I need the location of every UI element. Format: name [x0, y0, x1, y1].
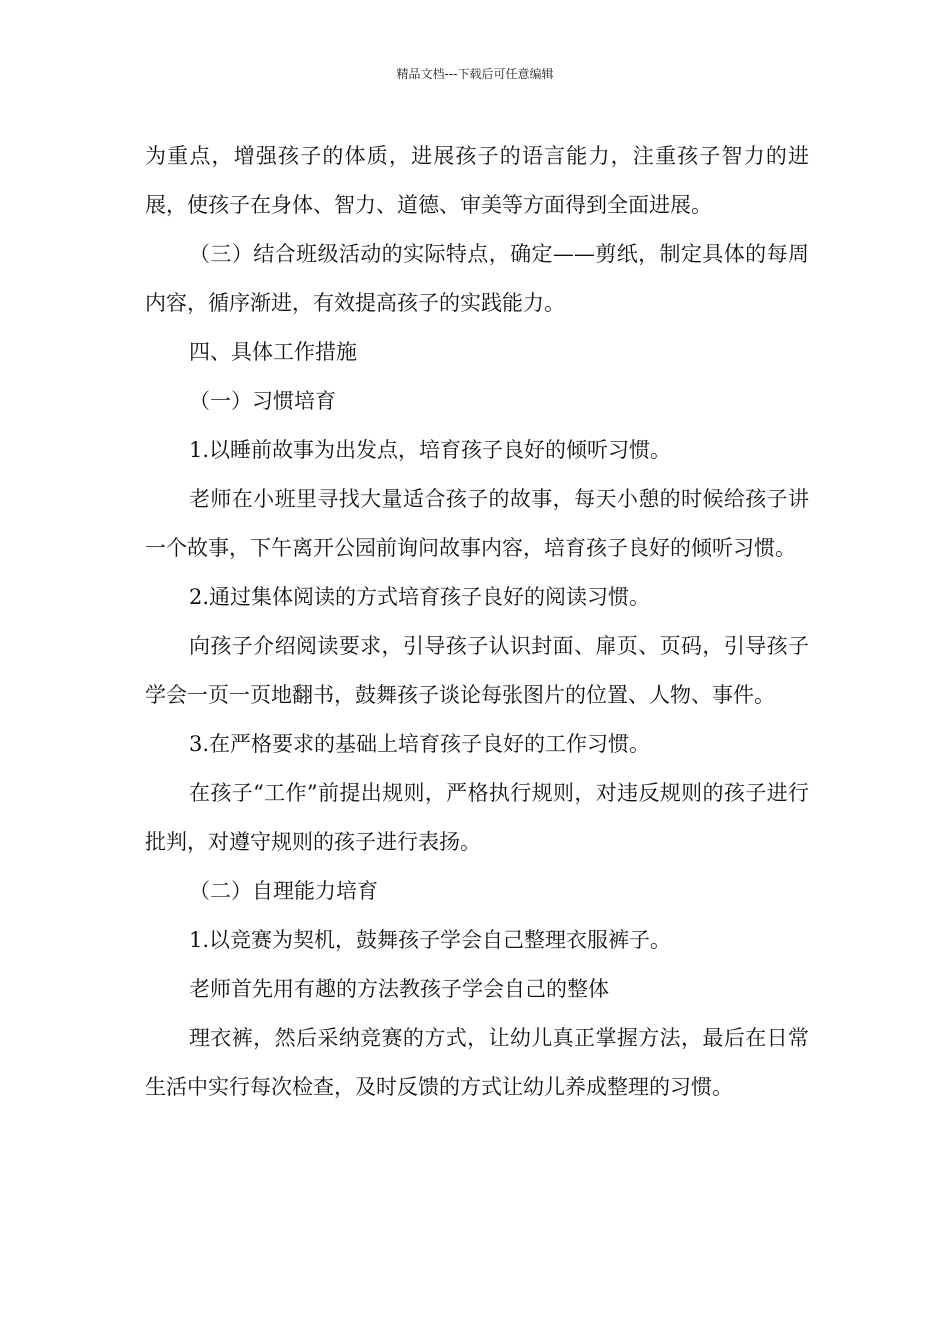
paragraph: 理衣裤，然后采纳竞赛的方式，让幼儿真正掌握方法，最后在日常生活中实行每次检查，及时反馈的方式让幼儿养成整理的习惯。: [145, 1026, 809, 1099]
subsection-heading: （二）自理能力培育: [189, 879, 378, 903]
paragraph: 老师在小班里寻找大量适合孩子的故事，每天小憩的时候给孩子讲一个故事，下午离开公园前询问故事内容，培育孩子良好的倾听习惯。: [145, 487, 809, 560]
page-header: 精品文档---下载后可任意编辑: [396, 67, 554, 81]
list-item-heading: 3.在严格要求的基础上培育孩子良好的工作习惯。: [189, 732, 651, 756]
paragraph: （三）结合班级活动的实际特点，确定——剪纸，制定具体的每周内容，循序渐进，有效提高孩子的实践能力。: [145, 242, 809, 315]
paragraph: 老师首先用有趣的方法教孩子学会自己的整体: [189, 977, 609, 1001]
subsection-heading: （一）习惯培育: [189, 389, 336, 413]
section-heading: 四、具体工作措施: [189, 340, 357, 364]
list-item-heading: 1.以睡前故事为出发点，培育孩子良好的倾听习惯。: [189, 438, 672, 462]
list-item-heading: 2.通过集体阅读的方式培育孩子良好的阅读习惯。: [189, 585, 651, 609]
paragraph: 在孩子“工作”前提出规则，严格执行规则，对违反规则的孩子进行批判，对遵守规则的孩子进行表扬。: [145, 781, 809, 854]
document-body: [145, 132, 809, 1112]
list-item-heading: 1.以竞赛为契机，鼓舞孩子学会自己整理衣服裤子。: [189, 928, 672, 952]
paragraph: 为重点，增强孩子的体质，进展孩子的语言能力，注重孩子智力的进展，使孩子在身体、智力、道德、审美等方面得到全面进展。: [145, 144, 809, 217]
paragraph: 向孩子介绍阅读要求，引导孩子认识封面、扉页、页码，引导孩子学会一页一页地翻书，鼓舞孩子谈论每张图片的位置、人物、事件。: [145, 634, 809, 707]
